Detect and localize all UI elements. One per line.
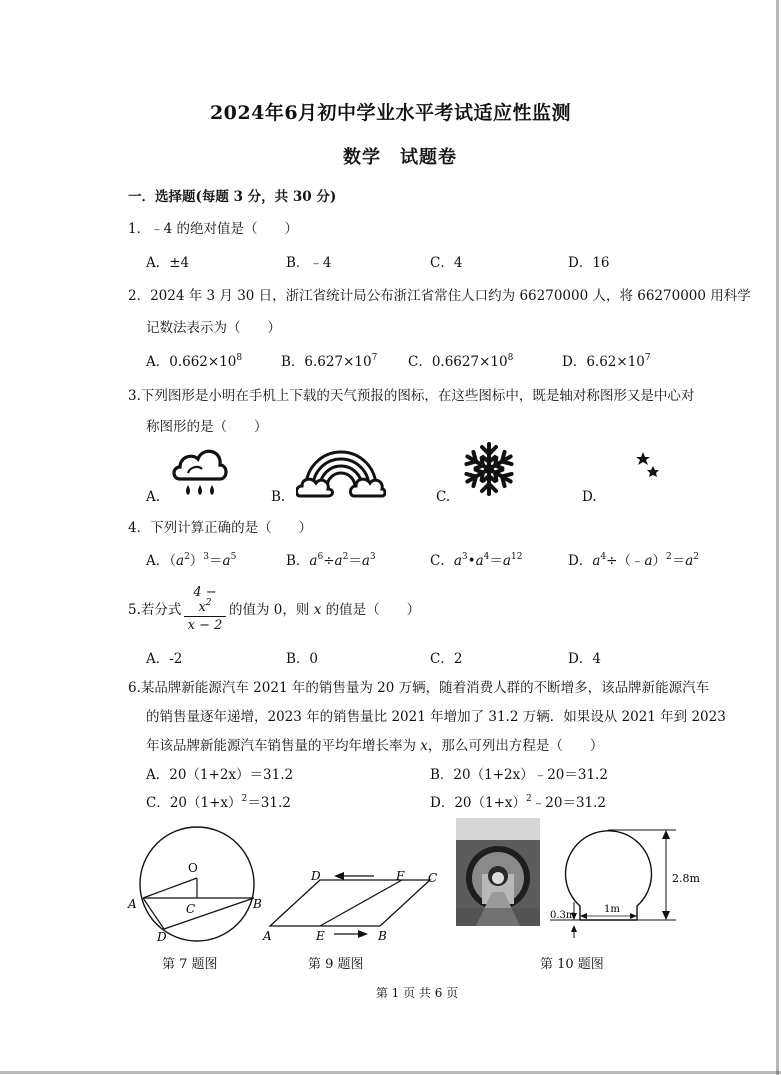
q6-option-b: B．20（1+2x）﹣20＝31.2 (430, 767, 608, 783)
q2-option-b: B．$6.627\times 10^7$ (281, 353, 378, 370)
exam-title: 2024年6月初中学业水平考试适应性监测 (209, 102, 572, 124)
q3-stem-line1: 3.下列图形是小明在手机上下载的天气预报的图标，在这些图标中，既是轴对称图形又是中心对 (128, 388, 695, 404)
q2-option-d: D．$6.62\times 10^7$ (562, 353, 651, 370)
q3-label-d: D. (582, 489, 597, 505)
q4-option-a: A．$(a^2)^3=a^5$ (146, 552, 237, 569)
q3-label-b: B. (271, 489, 286, 505)
scan-edge-bottom (0, 1071, 781, 1074)
q5-suffix: 的值为 0，则 x 的值是（ ） (229, 602, 421, 618)
q3-label-c: C. (436, 489, 451, 505)
q5-option-c: C．2 (430, 651, 463, 667)
section-heading: 一．选择题(每题 3 分，共 30 分) (128, 189, 337, 205)
fig9-label-b: B (378, 929, 387, 943)
q5-prefix: 5.若分式 (128, 602, 182, 618)
q4-stem: 4．下列计算正确的是（ ） (128, 520, 313, 536)
fig7-label-b: B (253, 897, 262, 911)
page-number: 第 1 页 共 6 页 (375, 986, 459, 1000)
q2-stem-line1: 2．2024 年 3 月 30 日，浙江省统计局公布浙江省常住人口约为 66270000 人，将 66270000 用科学 (128, 288, 751, 304)
scan-edge-right (776, 0, 779, 1075)
figure-10-arch-diagram (546, 826, 706, 944)
q1-option-a: A．±4 (146, 255, 190, 271)
q3-stem-line2: 称图形的是（ ） (146, 419, 268, 435)
q5-option-d: D．4 (568, 651, 601, 667)
figure-9-parallelogram-diagram (262, 864, 444, 946)
q3-label-a: A. (146, 489, 161, 505)
fig9-label-f: F (396, 869, 405, 883)
q5-option-a: A．-2 (146, 651, 183, 667)
snowflake-icon (460, 440, 518, 498)
fig7-caption: 第 7 题图 (162, 957, 218, 972)
q2-option-c: C．$0.6627\times 10^8$ (408, 353, 514, 370)
fig7-label-c: C (186, 902, 196, 916)
rainbow-icon (296, 441, 386, 499)
q1-option-c: C．4 (430, 255, 463, 271)
figure-7-circle-diagram (120, 826, 270, 948)
q6-option-d: D．$20(1+x)^2﹣20=31.2$ (430, 794, 607, 811)
fig10-caption: 第 10 题图 (540, 957, 604, 972)
q5-fraction: $4 - x^2$ x − 2 (184, 585, 226, 633)
q2-option-a: A．$0.662\times 10^8$ (146, 353, 243, 370)
fig7-label-d: D (157, 930, 167, 944)
q6-stem-line1: 6.某品牌新能源汽车 2021 年的销售量为 20 万辆，随着消费人群的不断增多，该品牌新能源汽车 (128, 680, 710, 696)
fig9-label-e: E (316, 929, 325, 943)
q1-option-b: B．﹣4 (286, 255, 332, 271)
q4-option-b: B．$a^6\div a^2=a^3$ (286, 552, 376, 569)
fig9-label-d: D (311, 869, 321, 883)
q2-stem-line2: 记数法表示为（ ） (146, 320, 281, 336)
q6-stem-line3: 年该品牌新能源汽车销售量的平均年增长率为 x，那么可列出方程是（ ） (146, 738, 604, 754)
q6-option-c: C．$20(1+x)^2=31.2$ (146, 794, 291, 811)
fig10-base-label: 0.3m (550, 910, 576, 921)
q5-option-b: B．0 (286, 651, 319, 667)
fig9-label-c: C (428, 871, 438, 885)
q1-option-d: D．16 (568, 255, 610, 271)
fig9-label-a: A (263, 929, 272, 943)
moon-stars-icon (605, 440, 667, 502)
rain-cloud-icon (170, 443, 230, 501)
moon-gate-photo (456, 818, 540, 926)
q4-option-c: C．$a^3•a^4=a^{12}$ (430, 552, 523, 569)
fig9-caption: 第 9 题图 (308, 957, 364, 972)
fig7-label-a: A (128, 897, 137, 911)
exam-subtitle: 数学 试题卷 (343, 147, 457, 168)
fig7-label-o: O (188, 861, 198, 875)
fig10-width-label: 1m (604, 904, 620, 915)
q4-option-d: D．$a^4\div(﹣a)^2=a^2$ (568, 552, 700, 569)
q1-stem: 1．﹣4 的绝对值是（ ） (128, 221, 298, 237)
q6-stem-line2: 的销售量逐年递增，2023 年的销售量比 2021 年增加了 31.2 万辆．如果设从 2021 年到 2023 (146, 709, 726, 725)
fig10-height-label: 2.8m (672, 872, 700, 885)
q6-option-a: A．20（1+2x）＝31.2 (146, 767, 294, 783)
